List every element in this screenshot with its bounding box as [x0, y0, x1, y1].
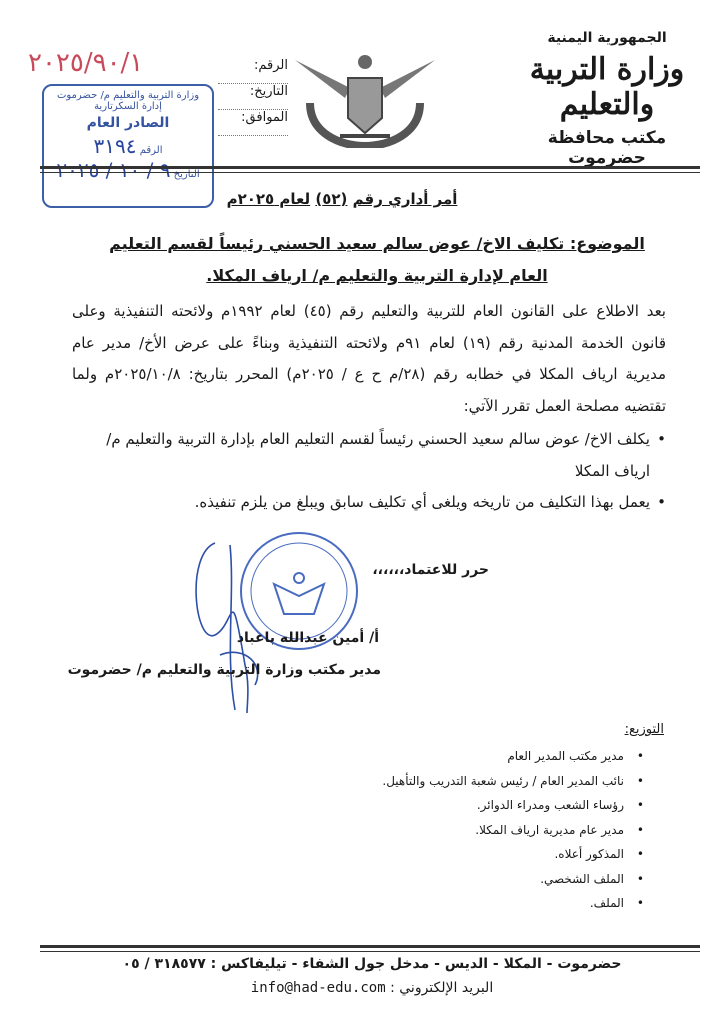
stamp-line: إدارة السكرتارية [94, 101, 162, 112]
corresponding-field: الموافق: [218, 110, 288, 136]
approval-note: حرر للاعتماد،،،،،، [372, 562, 489, 578]
distribution-item: • الملف الشخصي. [382, 867, 644, 892]
decision-item: • يعمل بهذا التكليف من تاريخه ويلغى أي تكليف سابق ويبلغ من يلزم تنفيذه. [72, 487, 666, 519]
stamp-line: وزارة التربية والتعليم م/ حضرموت [56, 90, 200, 101]
stamp-date-label: التاريخ [173, 169, 200, 180]
stamp-number: ٣١٩٤ [93, 134, 137, 158]
body-paragraph: بعد الاطلاع على القانون العام للتربية والتعليم رقم (٤٥) لعام ١٩٩٢م ولائحته التنفيذية وعلى قانون الخدمة المدنية رقم (١٩) لعام ٩١م ولائحته التنفيذية وبناءً على عرض الأخ/ مدير عام مديرية ارياف المكلا في خطابه رقم (٢٨/م ح ع / ٢٠٢٥م) المحرر بتاريخ: ٢٠٢٥/١٠/٨م ولما تقتضيه مصلحة العمل تقرر الآتي: [72, 302, 667, 415]
title-year: لعام ٢٠٢٥م [226, 190, 311, 208]
handwritten-reference: ٢٠٢٥/٩٠/١ [28, 48, 144, 78]
reference-fields [218, 58, 288, 136]
ministry-logo-text: وزارة التربية والتعليم [529, 52, 685, 122]
distribution-list [382, 744, 644, 916]
footer-divider [40, 945, 700, 952]
stamp-date: ٩ / ١٠ / ٢٠٢٥ [56, 158, 171, 182]
yemen-emblem-icon [290, 48, 440, 148]
office-name: مكتب محافظة حضرموت [547, 128, 667, 168]
date-field: التاريخ: [218, 84, 288, 110]
email-address: info@had-edu.com [250, 980, 386, 996]
republic-name: الجمهورية اليمنية [547, 30, 667, 46]
distribution-item: • المذكور أعلاه. [382, 842, 644, 867]
footer-address: حضرموت - المكلا - الديس - مدخل جول الشفاء - تيليفاكس : ٣١٨٥٧٧ / ٠٥ [122, 956, 622, 972]
distribution-item: • نائب المدير العام / رئيس شعبة التدريب والتأهيل. [382, 769, 644, 794]
signatory-role: مدير مكتب وزارة التربية والتعليم م/ حضرموت [67, 662, 381, 678]
footer-email [0, 980, 724, 996]
order-number: (٥٢) [315, 190, 348, 208]
stamp-title: الصادر العام [86, 115, 170, 131]
decision-item: • يكلف الاخ/ عوض سالم سعيد الحسني رئيساً لقسم التعليم العام بإدارة التربية والتعليم م/ ارياف المكلا [72, 424, 666, 487]
distribution-item: • الملف. [382, 891, 644, 916]
document-title [0, 190, 724, 208]
subject: الموضوع: تكليف الاخ/ عوض سالم سعيد الحسني رئيساً لقسم التعليم العام لإدارة التربية والتعليم م/ ارياف المكلا. [109, 234, 645, 285]
stamp-number-label: الرقم [139, 145, 163, 156]
signatory-name: أ/ أمين عبدالله باعباد [236, 630, 379, 646]
email-label: البريد الإلكتروني : [390, 980, 494, 996]
number-field: الرقم: [218, 58, 288, 84]
title-prefix: أمر أداري رقم [352, 190, 458, 208]
letterhead-right [512, 30, 702, 168]
distribution-item: • مدير عام مديرية ارياف المكلا. [382, 818, 644, 843]
header-divider [40, 166, 700, 173]
document-main [72, 228, 666, 519]
distribution-item: • رؤساء الشعب ومدراء الدوائر. [382, 793, 644, 818]
decision-list [72, 424, 666, 519]
signature-icon [175, 535, 285, 715]
distribution-item: • مدير مكتب المدير العام [382, 744, 644, 769]
distribution-heading: التوزيع: [624, 722, 664, 737]
